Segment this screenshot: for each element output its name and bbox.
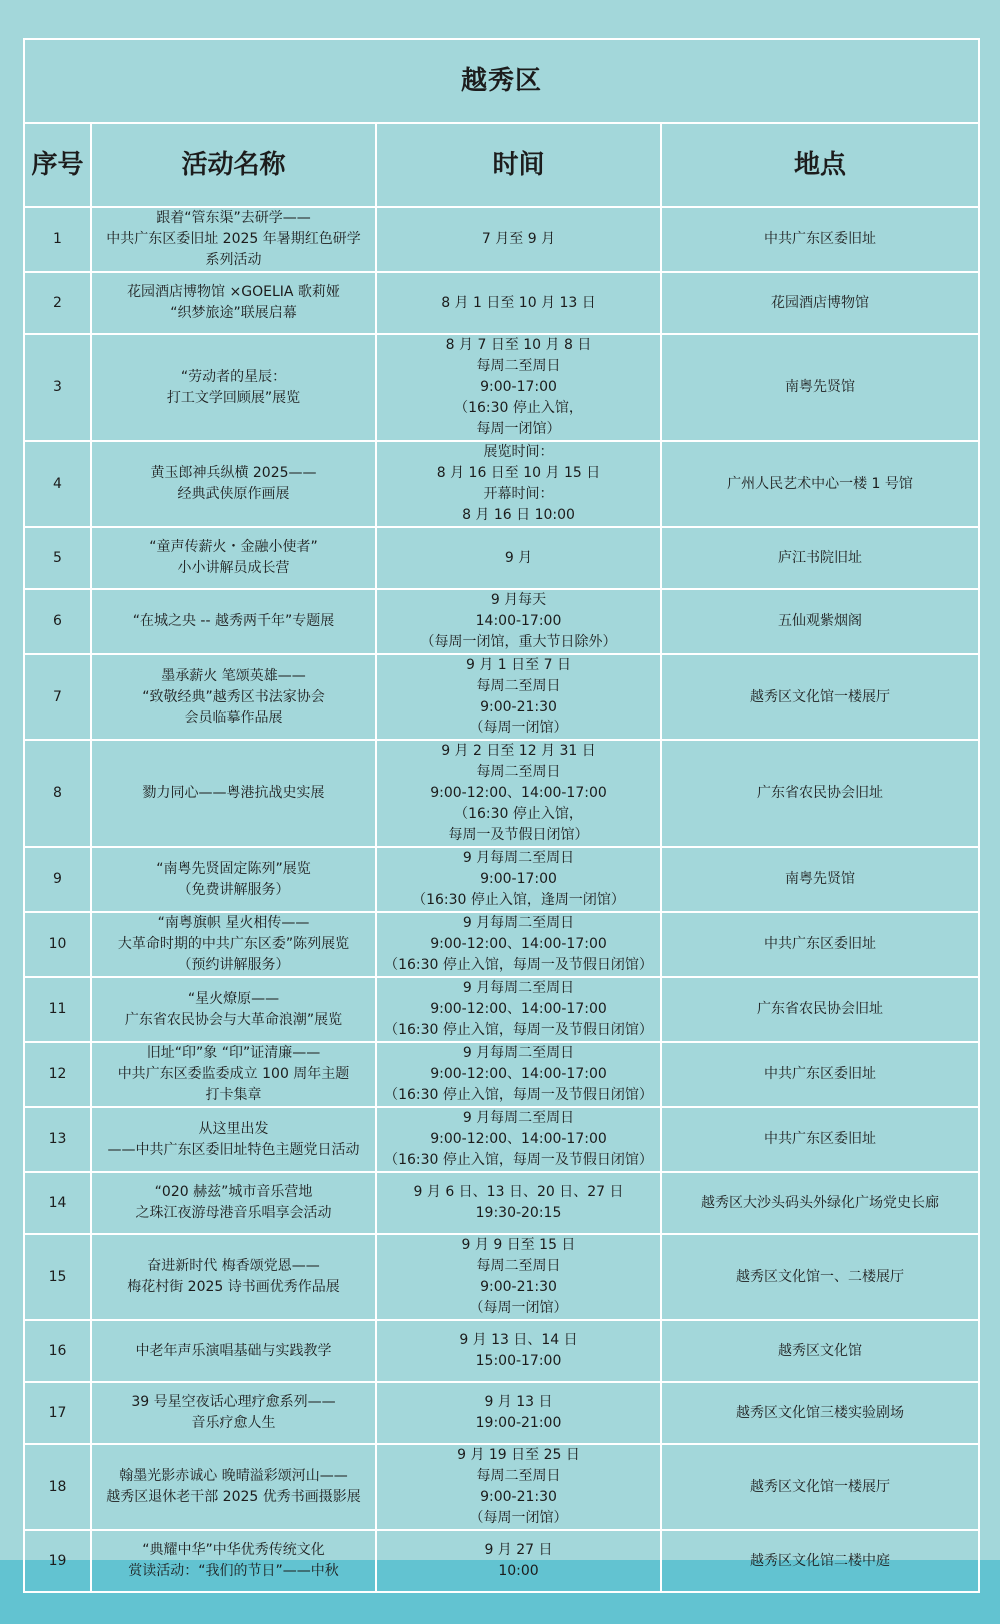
cell-no: 10 [24,912,91,977]
cell-time [376,1530,661,1592]
time-line: （16:30 停止入馆，每周一及节假日闭馆） [384,1022,653,1038]
time-line: 9 月 27 日 [484,1542,553,1558]
name-line: 翰墨光影赤诚心 晚晴溢彩颂河山—— [119,1468,348,1484]
cell-time [376,441,661,527]
cell-place: 越秀区大沙头码头外绿化广场党史长廊 [661,1172,979,1234]
name-line: 音乐疗愈人生 [191,1415,276,1431]
cell-time [376,272,661,334]
table-title: 越秀区 [24,39,979,123]
cell-name [91,589,376,654]
table-row [24,977,979,1042]
cell-name [91,1107,376,1172]
cell-no: 5 [24,527,91,589]
time-line: 19:00-21:00 [475,1415,562,1431]
name-line: 39 号星空夜话心理疗愈系列—— [131,1394,336,1410]
cell-place: 花园酒店博物馆 [661,272,979,334]
cell-place: 五仙观紫烟阁 [661,589,979,654]
name-line: 打工文学回顾展”展览 [166,389,301,406]
time-line: 每周一及节假日闭馆） [448,827,589,843]
cell-time [376,1444,661,1530]
name-line: 小小讲解员成长营 [177,560,290,576]
time-line: 9 月 [504,549,533,566]
cell-time [376,334,661,441]
time-line: 9:00-12:00、14:00-17:00 [430,785,607,801]
cell-no: 1 [24,207,91,272]
cell-time [376,847,661,912]
header-time: 时间 [376,123,661,207]
cell-no: 7 [24,654,91,740]
cell-time [376,1107,661,1172]
table-row [24,1444,979,1530]
time-line: 19:30-20:15 [475,1205,562,1221]
cell-place: 广东省农民协会旧址 [661,740,979,847]
name-line: 黄玉郎神兵纵横 2025—— [150,465,317,481]
time-line: （每周一闭馆） [469,720,568,736]
name-line: 勠力同心——粤港抗战史实展 [142,785,325,801]
cell-time [376,207,661,272]
time-line: 14:00-17:00 [475,613,562,629]
cell-place: 中共广东区委旧址 [661,912,979,977]
time-line: 9:00-21:30 [480,1279,557,1295]
cell-no: 12 [24,1042,91,1107]
time-line: 8 月 7 日至 10 月 8 日 [445,337,592,353]
table-row [24,1172,979,1234]
table-row [24,1320,979,1382]
time-line: （16:30 停止入馆，每周一及节假日闭馆） [384,957,653,973]
table-row [24,912,979,977]
header-no: 序号 [24,123,91,207]
name-line: 之珠江夜游母港音乐唱享会活动 [135,1205,332,1221]
table-row [24,272,979,334]
cell-time [376,654,661,740]
table-row [24,1382,979,1444]
cell-name [91,740,376,847]
table-row [24,1042,979,1107]
time-line: 9 月每周二至周日 [462,980,575,996]
cell-place: 越秀区文化馆三楼实验剧场 [661,1382,979,1444]
cell-time [376,1042,661,1107]
name-line: （预约讲解服务） [177,957,290,973]
name-line: ——中共广东区委旧址特色主题党日活动 [107,1141,360,1158]
time-line: 9:00-12:00、14:00-17:00 [430,1001,607,1017]
time-line: 9 月 2 日至 12 月 31 日 [441,743,596,759]
cell-name [91,1320,376,1382]
cell-no: 15 [24,1234,91,1320]
name-line: 从这里出发 [198,1120,269,1137]
time-line: 8 月 1 日至 10 月 13 日 [441,294,596,311]
name-line: 系列活动 [205,252,262,268]
cell-name [91,527,376,589]
time-line: 9 月 1 日至 7 日 [466,657,571,673]
name-line: “南粤先贤固定陈列”展览 [156,860,311,877]
time-line: 9 月 9 日至 15 日 [461,1237,576,1253]
name-line: “致敬经典”越秀区书法家协会 [142,688,325,705]
cell-name [91,1530,376,1592]
cell-name [91,1172,376,1234]
name-line: 经典武侠原作画展 [177,486,290,502]
cell-no: 18 [24,1444,91,1530]
cell-no: 9 [24,847,91,912]
time-line: （每周一闭馆，重大节日除外） [420,634,617,650]
table-row [24,654,979,740]
time-line: 9 月 13 日 [484,1394,553,1410]
cell-name [91,207,376,272]
cell-time [376,1172,661,1234]
cell-place: 中共广东区委旧址 [661,1107,979,1172]
table-row [24,1107,979,1172]
name-line: 中老年声乐演唱基础与实践教学 [135,1342,332,1359]
name-line: 旧址“印”象 “印”证清廉—— [146,1045,321,1061]
time-line: 每周一闭馆） [476,421,561,437]
cell-name [91,912,376,977]
cell-no: 8 [24,740,91,847]
cell-name [91,272,376,334]
time-line: 9:00-17:00 [480,871,557,887]
time-line: 9 月每周二至周日 [462,1110,575,1126]
time-line: （16:30 停止入馆，每周一及节假日闭馆） [384,1152,653,1168]
table-row [24,740,979,847]
cell-place: 广东省农民协会旧址 [661,977,979,1042]
event-table [23,38,980,1593]
name-line: 奋进新时代 梅香颂党恩—— [147,1258,320,1274]
table-row [24,527,979,589]
cell-name [91,1444,376,1530]
time-line: 15:00-17:00 [475,1353,562,1369]
time-line: 9 月 13 日、14 日 [459,1332,578,1348]
time-line: 9 月每天 [490,592,547,608]
time-line: 10:00 [498,1563,539,1579]
cell-place: 越秀区文化馆 [661,1320,979,1382]
time-line: 每周二至周日 [476,678,561,694]
cell-place: 南粤先贤馆 [661,847,979,912]
time-line: 9:00-21:30 [480,1489,557,1505]
name-line: 梅花村街 2025 诗书画优秀作品展 [127,1279,340,1295]
name-line: “童声传薪火・金融小使者” [149,539,318,555]
cell-place: 越秀区文化馆一楼展厅 [661,654,979,740]
name-line: “南粤旗帜 星火相传—— [157,915,310,931]
name-line: “劳动者的星辰： [180,368,287,385]
name-line: 墨承薪火 笔颂英雄—— [161,667,306,684]
header-name: 活动名称 [91,123,376,207]
cell-place: 南粤先贤馆 [661,334,979,441]
time-line: （16:30 停止入馆， [454,806,583,822]
name-line: 中共广东区委监委成立 100 周年主题 [117,1066,350,1082]
time-line: 9 月每周二至周日 [462,915,575,931]
time-line: （16:30 停止入馆， [454,400,583,416]
cell-no: 3 [24,334,91,441]
header-place: 地点 [661,123,979,207]
table-row [24,1234,979,1320]
name-line: “星火燎原—— [187,990,280,1007]
cell-place: 越秀区文化馆一楼展厅 [661,1444,979,1530]
header-row [24,123,979,207]
cell-time [376,1234,661,1320]
cell-time [376,527,661,589]
name-line: 广东省农民协会与大革命浪潮”展览 [124,1011,343,1028]
table-row [24,1530,979,1592]
cell-name [91,1042,376,1107]
name-line: 大革命时期的中共广东区委”陈列展览 [117,936,350,952]
name-line: 跟着“管东渠”去研学—— [156,210,311,226]
cell-place: 越秀区文化馆一、二楼展厅 [661,1234,979,1320]
table-body [24,207,979,1592]
cell-name [91,847,376,912]
cell-no: 11 [24,977,91,1042]
cell-name [91,654,376,740]
name-line: 花园酒店博物馆 ×GOELIA 歌莉娅 [127,284,340,300]
time-line: （16:30 停止入馆，每周一及节假日闭馆） [384,1087,653,1103]
time-line: 9 月每周二至周日 [462,850,575,866]
name-line: （免费讲解服务） [177,881,290,898]
cell-place: 越秀区文化馆二楼中庭 [661,1530,979,1592]
time-line: （每周一闭馆） [469,1510,568,1526]
time-line: 9:00-21:30 [480,699,557,715]
time-line: （16:30 停止入馆，逢周一闭馆） [412,892,625,908]
time-line: 每周二至周日 [476,358,561,374]
time-line: 展览时间： [483,444,554,460]
cell-place: 广州人民艺术中心一楼 1 号馆 [661,441,979,527]
time-line: 7 月至 9 月 [481,231,556,247]
cell-time [376,740,661,847]
cell-time [376,1382,661,1444]
cell-no: 16 [24,1320,91,1382]
cell-place: 庐江书院旧址 [661,527,979,589]
time-line: 9 月每周二至周日 [462,1045,575,1061]
time-line: 9:00-12:00、14:00-17:00 [430,1131,607,1147]
title-row [24,39,979,123]
table-row [24,847,979,912]
cell-no: 19 [24,1530,91,1592]
cell-place: 中共广东区委旧址 [661,1042,979,1107]
time-line: 开幕时间： [483,486,554,502]
time-line: 每周二至周日 [476,764,561,780]
name-line: “典耀中华”中华优秀传统文化 [142,1542,325,1558]
cell-no: 2 [24,272,91,334]
time-line: 8 月 16 日至 10 月 15 日 [436,465,601,481]
time-line: 9:00-17:00 [480,379,557,395]
name-line: 打卡集章 [205,1087,262,1103]
name-line: “在城之央 -- 越秀两千年”专题展 [132,613,335,629]
cell-no: 17 [24,1382,91,1444]
cell-name [91,1382,376,1444]
name-line: 中共广东区委旧址 2025 年暑期红色研学 [106,231,361,247]
name-line: “织梦旅途”联展启幕 [170,305,297,321]
name-line: 会员临摹作品展 [184,709,283,726]
cell-place: 中共广东区委旧址 [661,207,979,272]
table-row [24,334,979,441]
name-line: “020 赫兹”城市音乐营地 [154,1184,313,1200]
cell-no: 13 [24,1107,91,1172]
cell-no: 6 [24,589,91,654]
time-line: 每周二至周日 [476,1468,561,1484]
cell-time [376,977,661,1042]
cell-name [91,441,376,527]
time-line: 8 月 16 日 10:00 [462,507,575,523]
time-line: 9 月 6 日、13 日、20 日、27 日 [413,1184,624,1200]
cell-name [91,977,376,1042]
cell-no: 4 [24,441,91,527]
table-row [24,207,979,272]
cell-time [376,1320,661,1382]
time-line: 9:00-12:00、14:00-17:00 [430,1066,607,1082]
cell-name [91,1234,376,1320]
name-line: 越秀区退休老干部 2025 优秀书画摄影展 [106,1489,361,1505]
cell-name [91,334,376,441]
table-row [24,589,979,654]
time-line: 9 月 19 日至 25 日 [457,1447,580,1463]
name-line: 赏读活动：“我们的节日”——中秋 [128,1563,339,1579]
time-line: 每周二至周日 [476,1258,561,1274]
cell-time [376,589,661,654]
time-line: 9:00-12:00、14:00-17:00 [430,936,607,952]
time-line: （每周一闭馆） [469,1300,568,1316]
cell-no: 14 [24,1172,91,1234]
cell-time [376,912,661,977]
table-row [24,441,979,527]
